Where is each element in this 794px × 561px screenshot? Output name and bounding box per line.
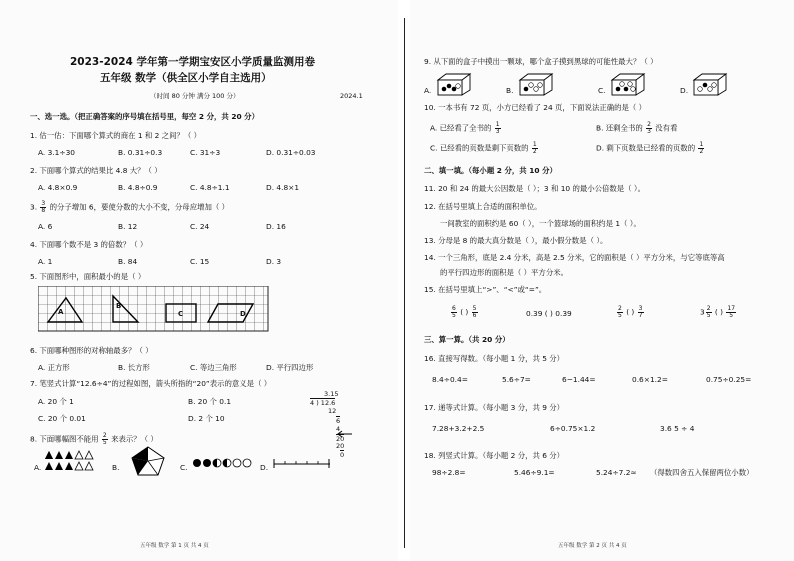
- q16-item-5: 0.75÷0.25=: [706, 375, 752, 384]
- q2-option-a[interactable]: A. 4.8×0.9: [38, 183, 78, 192]
- q15-f1-num: 6: [452, 305, 456, 312]
- time-note: （时间 80 分钟 满分 100 分）: [150, 92, 240, 100]
- q15-f4-num: 3: [638, 305, 643, 312]
- q12-text: 12. 在括号里填上合适的面积单位。: [424, 202, 542, 211]
- q9-box-c: [610, 72, 646, 96]
- q9-box-a: [436, 72, 472, 96]
- q6-option-d[interactable]: D. 平行四边形: [266, 363, 314, 372]
- q4-option-d[interactable]: D. 3: [266, 257, 282, 266]
- q10-d-fraction: [698, 142, 704, 155]
- q15-blank-4[interactable]: ( ): [714, 307, 724, 317]
- q10-d-text: D. 剩下页数是已经看的页数的: [596, 143, 696, 153]
- q10-c-numerator: 1: [532, 141, 537, 148]
- q9-option-b[interactable]: B.: [506, 86, 514, 95]
- q10-b-denominator: 3: [647, 128, 651, 135]
- q8-denominator: 5: [102, 439, 107, 446]
- q15-f3: [617, 306, 623, 319]
- q18-item-3: 5.24÷7.2≈: [596, 468, 637, 477]
- arrow-icon: [336, 430, 352, 438]
- q7-option-d[interactable]: D. 2 个 10: [188, 414, 225, 423]
- division-quotient: 3.15: [324, 390, 339, 398]
- q18-note: （得数四舍五入保留两位小数）: [650, 468, 754, 477]
- q1-option-d[interactable]: D. 0.31÷0.03: [266, 148, 316, 157]
- q15-compare-4: [700, 306, 737, 319]
- q15-f6: [726, 306, 736, 319]
- q5-label-c: C: [178, 310, 184, 318]
- q9-option-c[interactable]: C.: [598, 86, 606, 95]
- exam-subtitle: 五年级 数学（供全区小学自主选用）: [100, 72, 272, 84]
- q8-fraction: [102, 433, 108, 446]
- q15-f2-num: 5: [472, 305, 477, 312]
- q15-f6-den: 5: [729, 312, 734, 319]
- q15-blank-1[interactable]: ( ): [460, 307, 469, 317]
- q3-option-d[interactable]: D. 16: [266, 222, 286, 231]
- q10-a-denominator: 3: [495, 128, 500, 135]
- q10-a-text: A. 已经看了全书的: [430, 123, 492, 133]
- q13-text: 13. 分母是 8 的最大真分数是（ ），最小假分数是（ ）。: [424, 236, 608, 245]
- q18-item-1: 98÷2.8=: [432, 468, 466, 477]
- q1-stem: 1. 估一估：下面哪个算式的商在 1 和 2 之间？（ ）: [30, 131, 201, 140]
- q14-sub-text: 的平行四边形的面积是（ ）平方分米。: [440, 268, 568, 277]
- q8-option-c[interactable]: C.: [180, 463, 188, 472]
- q10-c-fraction: [532, 142, 538, 155]
- right-page-footer: 五年级 数学 第 2 页 共 4 页: [558, 543, 627, 549]
- q9-box-d: [692, 72, 728, 96]
- q7-long-division: [310, 390, 370, 459]
- q4-option-b[interactable]: B. 84: [118, 257, 138, 266]
- division-dividend: 4 ) 12.6: [310, 399, 336, 407]
- q8-numerator: 2: [102, 432, 107, 439]
- q8-pentagon-figure: [130, 446, 166, 476]
- q5-label-d: D: [240, 310, 246, 318]
- q10-option-b[interactable]: [596, 122, 677, 135]
- division-remainder: 0: [340, 451, 345, 459]
- q10-d-denominator: 2: [699, 148, 704, 155]
- q1-option-c[interactable]: C. 31÷3: [190, 148, 221, 157]
- q11-text: 11. 20 和 24 的最大公因数是（ ）；3 和 10 的最小公倍数是（ ）。: [424, 184, 646, 193]
- q15-blank-3[interactable]: ( ): [626, 307, 635, 317]
- q14-text: 14. 一个三角形，底是 2.4 分米，高是 2.5 分米，它的面积是（ ）平方分米，与它等底等高: [424, 253, 725, 262]
- q3-denominator: 8: [41, 207, 46, 214]
- division-step-1: 12: [328, 407, 337, 415]
- q15-f3-den: 5: [618, 312, 622, 319]
- q8-circles-figure: [192, 458, 256, 468]
- q5-grid-figure: [38, 286, 270, 332]
- q10-b-tail: 没有看: [655, 123, 678, 133]
- q10-option-d[interactable]: [596, 142, 705, 155]
- q15-f4-den: 7: [638, 312, 643, 319]
- exam-page-right: [410, 0, 794, 561]
- q4-stem: 4. 下面哪个数不是 3 的倍数？（ ）: [30, 240, 148, 249]
- q7-stem: 7. 笔竖式计算“12.6÷4”的过程如图，箭头所指的“20”表示的意义是（ ）: [30, 379, 272, 388]
- q15-f2: [472, 306, 478, 319]
- exam-date: 2024.1: [340, 92, 363, 100]
- left-page-footer: 五年级 数学 第 1 页 共 4 页: [140, 543, 209, 549]
- q3-text: 的分子增加 6，要使分数的大小不变，分母应增加（ ）: [49, 202, 229, 212]
- q15-f4: [638, 306, 644, 319]
- q6-stem: 6. 下面哪种图形的对称轴最多？（ ）: [30, 346, 153, 355]
- q15-compare-2[interactable]: 0.39 ( ) 0.39: [526, 309, 572, 318]
- q8-stem: [30, 433, 158, 446]
- q7-option-a[interactable]: A. 20 个 1: [38, 397, 74, 406]
- q10-option-a[interactable]: [430, 122, 502, 135]
- q15-compare-3: [616, 306, 645, 319]
- q17-item-1: 7.28+3.2+2.5: [432, 424, 485, 433]
- section2-heading: 二、填一填。（每小题 2 分，共 10 分）: [424, 166, 557, 175]
- q15-f2-den: 6: [472, 312, 477, 319]
- q6-option-b[interactable]: B. 长方形: [118, 363, 150, 372]
- q2-option-b[interactable]: B. 4.8÷0.9: [118, 183, 158, 192]
- q15-text: 15. 在括号里填上“>”、“<”或“=”。: [424, 285, 547, 294]
- q2-option-d[interactable]: D. 4.8×1: [266, 183, 300, 192]
- page-divider: [404, 18, 405, 548]
- q6-option-a[interactable]: A. 正方形: [38, 363, 70, 372]
- q15-f6-num: 17: [727, 305, 736, 312]
- q1-option-b[interactable]: B. 0.31÷0.3: [118, 148, 163, 157]
- q1-option-a[interactable]: A. 3.1÷30: [38, 148, 75, 157]
- q9-box-b: [518, 72, 554, 96]
- q10-option-c[interactable]: [430, 142, 539, 155]
- q18-item-2: 5.46÷9.1=: [514, 468, 555, 477]
- section1-heading: 一、选一选。（把正确答案的序号填在括号里，每空 2 分，共 20 分）: [30, 112, 259, 121]
- exam-title: 2023-2024 学年第一学期宝安区小学质量监测用卷: [70, 56, 315, 68]
- division-step-2: 6: [336, 417, 341, 425]
- q3-option-b[interactable]: B. 12: [118, 222, 138, 231]
- q12-sub-text: 一间教室的面积约是 60（ ），一个篮球场的面积约是 1（ ）。: [440, 219, 641, 228]
- q8-number-line-figure: [272, 456, 332, 470]
- q15-f5-whole: 3: [700, 307, 705, 317]
- q18-text: 18. 列竖式计算。（每小题 2 分，共 6 分）: [424, 451, 565, 460]
- q16-item-2: 5.6÷7=: [502, 375, 531, 384]
- q4-option-a[interactable]: A. 1: [38, 257, 53, 266]
- division-step-4: 20: [336, 435, 345, 443]
- q15-f5-den: 5: [706, 312, 711, 319]
- q9-stem: 9. 从下面的盒子中摸出一颗球，哪个盒子摸到黑球的可能性最大？（ ）: [424, 57, 658, 66]
- q7-option-c[interactable]: C. 20 个 0.01: [38, 414, 86, 423]
- q10-a-numerator: 1: [495, 121, 500, 128]
- q10-b-text: B. 还剩全书的: [596, 123, 643, 133]
- q3-stem: [30, 201, 229, 214]
- q10-a-fraction: [495, 122, 501, 135]
- q17-item-3: 3.6 5 ÷ 4: [660, 424, 695, 433]
- q3-option-a[interactable]: A. 6: [38, 222, 53, 231]
- q5-stem: 5. 下面图形中，面积最小的是（ ）: [30, 272, 146, 281]
- q7-option-b[interactable]: B. 20 个 0.1: [188, 397, 232, 406]
- q17-text: 17. 递等式计算。（每小题 3 分，共 9 分）: [424, 403, 565, 412]
- q15-f3-num: 2: [618, 305, 622, 312]
- q3-fraction: [40, 201, 46, 214]
- q10-stem: 10. 一本书有 72 页，小方已经看了 24 页，下面说法正确的是（ ）: [424, 103, 647, 112]
- q3-option-c[interactable]: C. 24: [190, 222, 210, 231]
- q3-numerator: 3: [41, 200, 46, 207]
- q10-c-text: C. 已经看的页数是剩下页数的: [430, 143, 529, 153]
- division-step-3: 4: [336, 425, 341, 433]
- division-step-5: 20: [336, 442, 345, 450]
- q16-item-1: 8.4÷0.4=: [432, 375, 468, 384]
- q2-stem: 2. 下面哪个算式的结果比 4.8 大？（ ）: [30, 166, 162, 175]
- q10-c-denominator: 2: [532, 148, 537, 155]
- q4-option-c[interactable]: C. 15: [190, 257, 210, 266]
- q2-option-c[interactable]: C. 4.8÷1.1: [190, 183, 230, 192]
- section3-heading: 三、算一算。（共 20 分）: [424, 335, 510, 344]
- q5-label-b: B: [116, 302, 122, 310]
- q10-d-numerator: 1: [699, 141, 704, 148]
- q17-item-2: 6÷0.75×1.2: [550, 424, 596, 433]
- q16-item-4: 0.6×1.2=: [632, 375, 668, 384]
- q8-triangles-figure: [44, 450, 106, 472]
- q15-compare-1: [450, 306, 479, 319]
- q15-f5: [706, 306, 712, 319]
- q10-b-fraction: [646, 122, 652, 135]
- q8-option-a[interactable]: A.: [34, 463, 42, 472]
- q10-b-numerator: 2: [647, 121, 651, 128]
- q9-option-a[interactable]: A.: [424, 86, 432, 95]
- q16-item-3: 6−1.44=: [562, 375, 596, 384]
- q8-text-a: 8. 下面哪幅图不能用: [30, 434, 99, 444]
- q15-f1-den: 5: [452, 312, 456, 319]
- q8-option-b[interactable]: B.: [112, 463, 120, 472]
- q9-option-d[interactable]: D.: [680, 86, 689, 95]
- q5-label-a: A: [58, 308, 64, 316]
- q6-option-c[interactable]: C. 等边三角形: [190, 363, 237, 372]
- q8-text-b: 来表示？（ ）: [111, 434, 158, 444]
- q8-option-d[interactable]: D.: [260, 463, 269, 472]
- q3-number: 3.: [30, 202, 38, 212]
- q15-f1: [451, 306, 457, 319]
- q16-text: 16. 直接写得数。（每小题 1 分，共 5 分）: [424, 354, 565, 363]
- q15-f5-num: 2: [706, 305, 711, 312]
